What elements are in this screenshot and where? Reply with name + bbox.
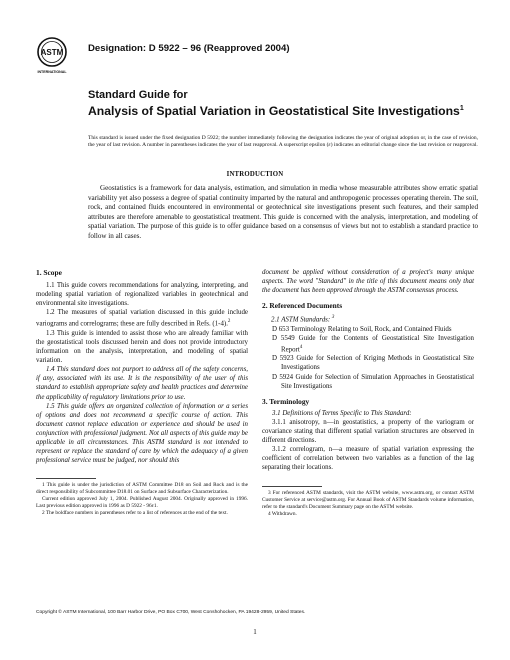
scope-1-5: 1.5 This guide offers an organized collection of information or a series of options and does not recommend a specific course of action. This document cannot replace education or experience and should be used in conjunction with professional judgment. Not all aspects of this guide may be applicable in all circumstances. This ASTM standard is not intended to represent or replace the standard of care by which the adequacy of a given professional service must be judged, nor should this: [36, 402, 248, 465]
astm-logo: [36, 36, 68, 76]
references-heading: 2. Referenced Documents: [262, 301, 343, 311]
left-column: [36, 268, 248, 517]
footnote-1-edition: Current edition approved July 1, 2004. Published August 2004. Originally approved in 1996. Last previous edition approved in 1996 as D 5922 - 96ε1.: [36, 496, 248, 509]
svg-text:INTERNATIONAL: INTERNATIONAL: [37, 70, 67, 74]
footnotes-left: [36, 482, 248, 517]
page-number: 1: [253, 628, 257, 636]
designation: Designation: D 5922 – 96 (Reapproved 2004): [88, 43, 290, 54]
terminology-heading: 3. Terminology: [262, 396, 310, 406]
reference-item: D 5924 Guide for Selection of Simulation Approaches in Geostatistical Site Investigations: [272, 373, 474, 390]
scope-1-2: 1.2 The measures of spatial variation discussed in this guide include variograms and correlograms; these are fully described in Refs. (1-4).$^2$: [36, 309, 248, 328]
terminology-subheading: 3.1 Definitions of Terms Specific to This Standard:: [272, 409, 412, 417]
footnote-4: 4 Withdrawn.: [268, 511, 297, 518]
definition-anisotropy: 3.1.1 anisotropy, n—in geostatistics, a property of the variogram or covariance stating that different spatial variation structures are observed in different directions.: [262, 418, 474, 445]
scope-1-1: 1.1 This guide covers recommendations for analyzing, interpreting, and modeling spatial variation of regionalized variables in geotechnical and environmental site investigations.: [36, 282, 248, 308]
scope-1-5-continued: document be applied without consideration of a project's many unique aspects. The word "Standard" in the title of this document means only that the document has been approved through the ASTM consensus process.: [262, 269, 474, 295]
introduction-text: Geostatistics is a framework for data analysis, estimation, and simulation in media whose measurable attributes show erratic spatial variability yet also possess a degree of spatial continuity imparted by the natural and anthropogenic processes operating therein. The soil, rock, and contained fluids encountered in environmental or geotechnical site investigations present such features, and their sampled attributes are therefore amenable to geostatistical treatment. This guide is concerned with the analysis, interpretation, and modeling of spatial variation. The purpose of this guide is to offer guidance based on a consensus of views but not to establish a standard practice to follow in all cases.: [88, 184, 478, 240]
scope-1-3: 1.3 This guide is intended to assist those who are already familiar with the geostatistical tools discussed herein and does not provide introductory information on the analysis, interpretation, and modeling of spatial variation.: [36, 329, 248, 365]
references-list: [262, 313, 474, 390]
footnote-divider: [262, 486, 322, 487]
introduction-heading: INTRODUCTION: [226, 171, 284, 178]
title-line-2: Analysis of Spatial Variation in Geostatistical Site Investigations$^1$: [88, 104, 464, 119]
document-title: [88, 89, 478, 118]
footnote-divider: [36, 478, 96, 479]
footnote-1: 1 This guide is under the jurisdiction of ASTM Committee D18 on Soil and Rock and is the direct responsibility of Subcommittee D18.01 on Surface and Subsurface Characterization.: [36, 482, 248, 496]
svg-text:ASTM: ASTM: [40, 48, 64, 57]
issued-note: This standard is issued under the fixed designation D 5922; the number immediately following the designation indicates the year of original adoption or, in the case of revision, the year of last revision. A number in parentheses indicates the year of last reapproval. A superscript epsilon (ε) indicates an editorial change since the last revision or reapproval.: [88, 135, 478, 149]
footnotes-right: [262, 490, 474, 518]
astm-standards-label: 2.1 ASTM Standards: $^3$: [271, 315, 335, 324]
footnote-3: 3 For referenced ASTM standards, visit the ASTM website, www.astm.org, or contact ASTM Customer Service at service@astm.org. For Annual Book of ASTM Standards volume information, refer to the standard's Document Summary page on the ASTM website.: [262, 490, 474, 511]
footnote-2: 2 The boldface numbers in parentheses refer to a list of references at the end of the text.: [42, 509, 228, 516]
definition-correlogram: 3.1.2 correlogram, n—a measure of spatial variation expressing the coefficient of correlation between two variables as a function of the lag separating their locations.: [262, 446, 474, 472]
reference-item: D 5549 Guide for the Contents of Geostatistical Site Investigation Report$^4$: [272, 334, 474, 354]
title-line-1: Standard Guide for: [88, 89, 188, 101]
scope-heading: 1. Scope: [36, 268, 62, 277]
copyright-line: Copyright © ASTM International, 100 Barr Harbor Drive, PO Box C700, West Conshohocken, PA 19428-2959, United States.: [36, 610, 306, 615]
scope-1-4: 1.4 This standard does not purport to address all of the safety concerns, if any, associated with its use. It is the responsibility of the user of this standard to establish appropriate safety and health practices and determine the applicability of regulatory limitations prior to use.: [36, 366, 248, 401]
right-column: [262, 268, 474, 518]
reference-item: D 653 Terminology Relating to Soil, Rock, and Contained Fluids: [272, 325, 452, 333]
reference-item: D 5923 Guide for Selection of Kriging Methods in Geostatistical Site Investigations: [272, 355, 474, 372]
